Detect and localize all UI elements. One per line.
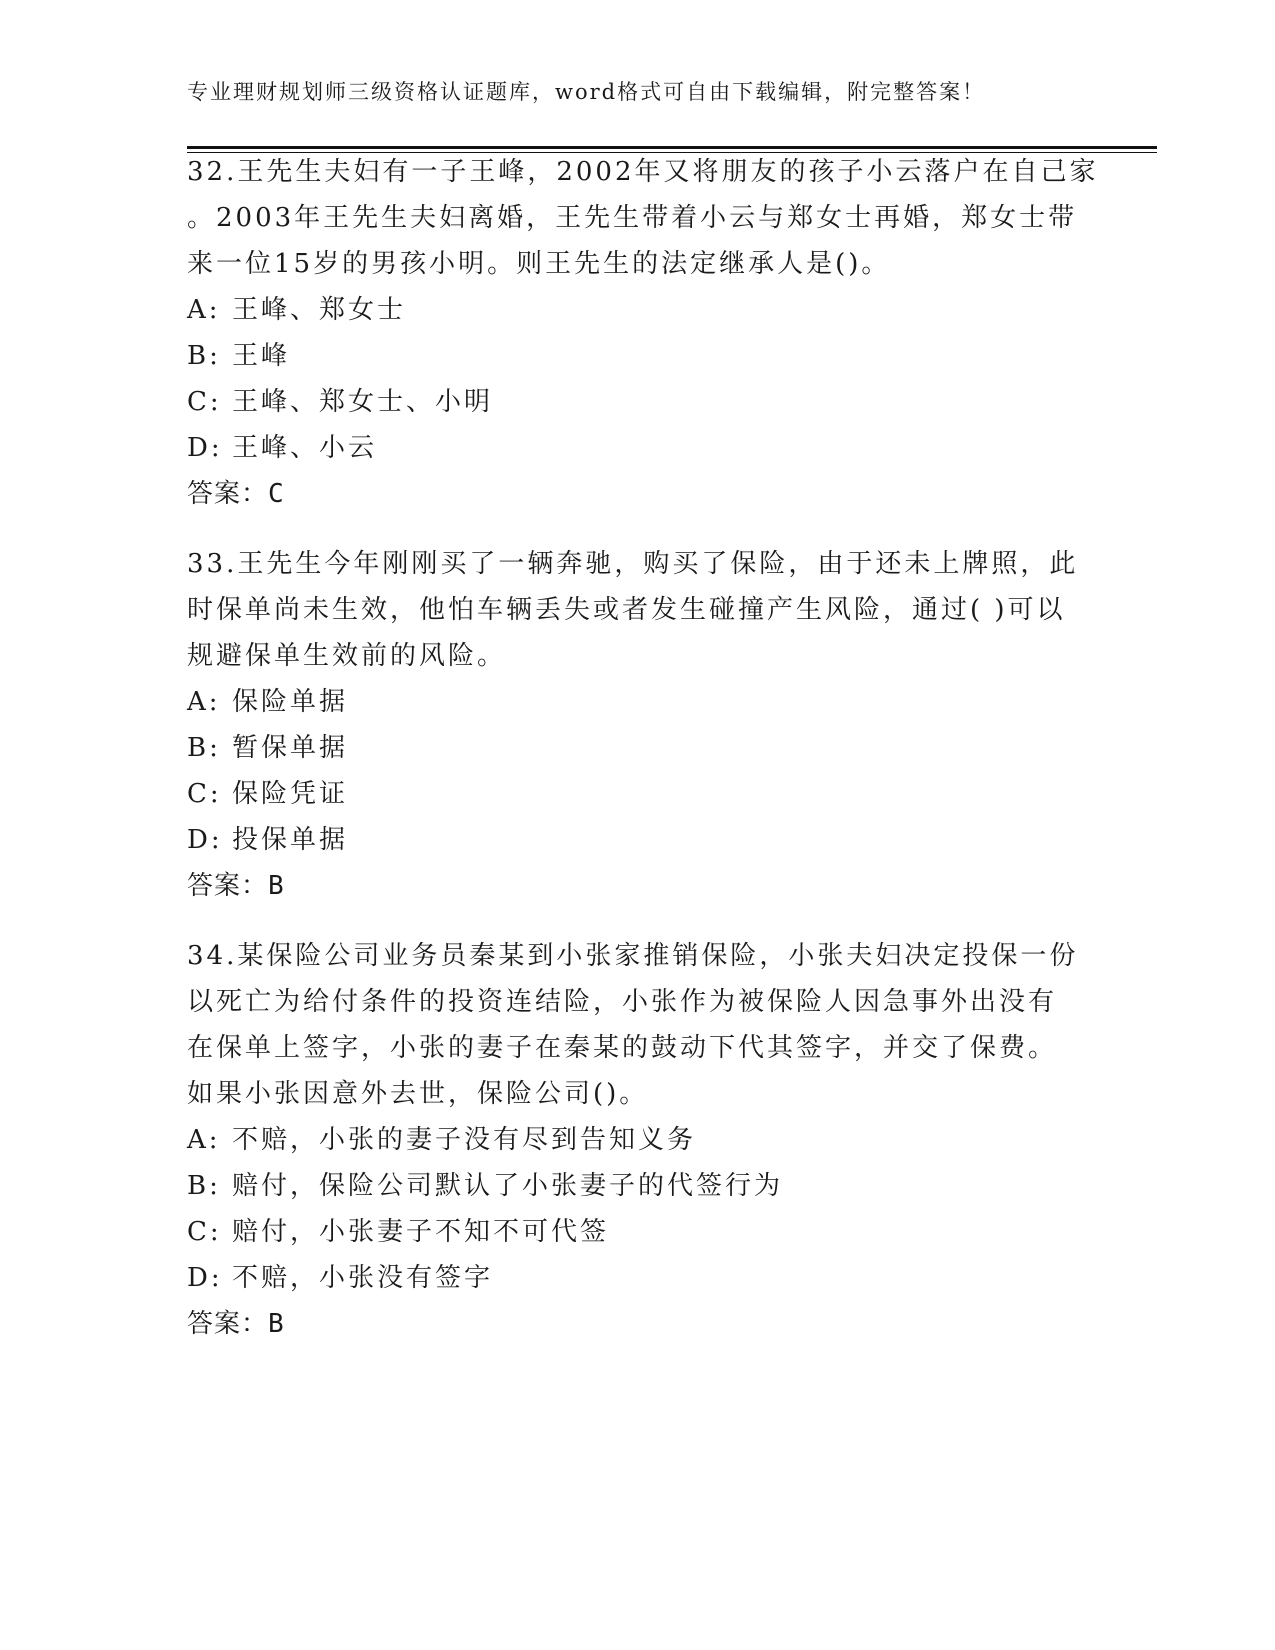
option-letter: D: <box>187 433 223 463</box>
answer-label: 答案： <box>187 479 269 509</box>
option-text: 保险单据 <box>232 687 349 717</box>
document-header: 专业理财规划师三级资格认证题库，word格式可自由下载编辑，附完整答案！ <box>187 80 986 104</box>
option-letter: C: <box>187 387 222 417</box>
question-text-line: 。2003年王先生夫妇离婚，王先生带着小云与郑女士再婚，郑女士带 <box>187 203 1078 233</box>
option-letter: B: <box>187 733 221 763</box>
question-34 <box>187 933 1087 1347</box>
option-d <box>187 425 1087 471</box>
option-letter: D: <box>187 1263 223 1293</box>
option-a <box>187 679 1087 725</box>
option-letter: C: <box>187 779 222 809</box>
option-letter: A: <box>187 295 221 325</box>
question-text-line: 时保单尚未生效，他怕车辆丢失或者发生碰撞产生风险，通过( )可以 <box>187 595 1066 625</box>
question-32 <box>187 149 1099 517</box>
option-text: 保险凭证 <box>232 779 349 809</box>
option-text: 王峰、郑女士 <box>232 295 407 325</box>
option-c <box>187 1209 1087 1255</box>
option-text: 赔付，小张妻子不知不可代签 <box>232 1217 610 1247</box>
answer-line <box>187 863 1087 909</box>
option-b <box>187 333 1087 379</box>
option-text: 王峰、郑女士、小明 <box>232 387 494 417</box>
question-text-line: 34.某保险公司业务员秦某到小张家推销保险，小张夫妇决定投保一份 <box>187 941 1079 971</box>
option-letter: A: <box>187 1125 221 1155</box>
answer-line <box>187 471 1087 517</box>
option-letter: B: <box>187 1171 221 1201</box>
option-c <box>187 771 1087 817</box>
option-text: 王峰 <box>232 341 291 371</box>
question-text-line: 如果小张因意外去世，保险公司()。 <box>187 1079 649 1109</box>
option-letter: B: <box>187 341 221 371</box>
answer-value: B <box>268 1309 285 1339</box>
answer-value: C <box>268 479 285 509</box>
answer-value: B <box>268 871 285 901</box>
option-c <box>187 379 1087 425</box>
option-b <box>187 725 1087 771</box>
option-a <box>187 1117 1087 1163</box>
option-letter: A: <box>187 687 221 717</box>
option-letter: D: <box>187 825 223 855</box>
question-text-line: 33.王先生今年刚刚买了一辆奔驰，购买了保险，由于还未上牌照，此 <box>187 549 1079 579</box>
question-text-line: 规避保单生效前的风险。 <box>187 641 507 671</box>
option-text: 不赔，小张没有签字 <box>232 1263 494 1293</box>
option-text: 暂保单据 <box>232 733 349 763</box>
option-a <box>187 287 1087 333</box>
option-text: 不赔，小张的妻子没有尽到告知义务 <box>232 1125 697 1155</box>
option-d <box>187 1255 1087 1301</box>
question-text-line: 32.王先生夫妇有一子王峰，2002年又将朋友的孩子小云落户在自己家 <box>187 157 1099 187</box>
question-text-line: 来一位15岁的男孩小明。则王先生的法定继承人是()。 <box>187 249 891 279</box>
question-text-line: 在保单上签字，小张的妻子在秦某的鼓动下代其签字，并交了保费。 <box>187 1033 1058 1063</box>
answer-line <box>187 1301 1087 1347</box>
option-text: 王峰、小云 <box>232 433 378 463</box>
option-text: 赔付，保险公司默认了小张妻子的代签行为 <box>232 1171 784 1201</box>
answer-label: 答案： <box>187 871 269 901</box>
question-text-line: 以死亡为给付条件的投资连结险，小张作为被保险人因急事外出没有 <box>187 987 1058 1017</box>
option-b <box>187 1163 1087 1209</box>
option-letter: C: <box>187 1217 222 1247</box>
answer-label: 答案： <box>187 1309 269 1339</box>
question-33 <box>187 541 1087 909</box>
option-d <box>187 817 1087 863</box>
option-text: 投保单据 <box>232 825 349 855</box>
